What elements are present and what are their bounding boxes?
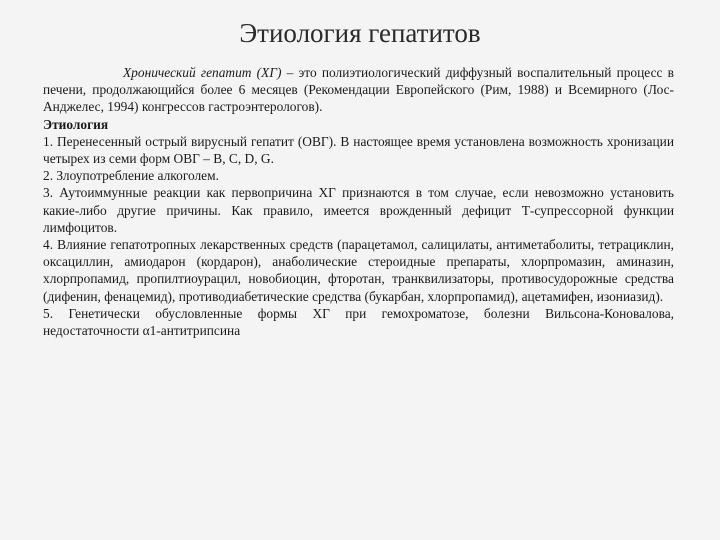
- list-item-2: 2. Злоупотребление алкоголем.: [43, 168, 219, 184]
- list-item-1: 1. Перенесенный острый вирусный гепатит (ОВГ). В настоящее время установлена возможность хронизации четырех из семи форм ОВГ – В, С, D, G.: [43, 133, 674, 167]
- list-item-5: 5. Генетически обусловленные формы ХГ при гемохроматозе, болезни Вильсона-Коновалова, недостаточности α1-антитрипсина: [43, 305, 674, 339]
- slide-title: Этиология гепатитов: [239, 18, 481, 48]
- slide-body: [43, 64, 674, 339]
- intro-paragraph: [43, 64, 674, 116]
- list-item-3: 3. Аутоиммунные реакции как первопричина ХГ признаются в том случае, если невозможно установить какие-либо другие причины. Как правило, имеется врожденный дефицит Т-супрессорной функции лимфоцитов.: [43, 185, 674, 235]
- intro-definition: – это полиэтиологический диффузный воспалительный процесс в печени, продолжающийся более 6 месяцев (Рекомендации Европейского (Рим, 1988) и Всемирного (Лос-Анджелес, 1994) конгрессов гастроэнтерологов).: [43, 65, 674, 115]
- intro-term: Хронический гепатит (ХГ): [123, 65, 282, 80]
- section-heading: Этиология: [43, 116, 109, 132]
- list-item-4: 4. Влияние гепатотропных лекарственных средств (парацетамол, салицилаты, антиметаболиты, тетрациклин, оксациллин, амиодарон (кордарон), анаболические стероидные препараты, хлорпромазин, аминазин, хлорпропамид, пропилтиоурацил, новобиоцин, фторотан, транквилизаторы, противосудорожные средства (дифенин, фенацемид), противодиабетические средства (букарбан, хлорпропамид), ацетамифен, изониазид).: [43, 237, 674, 304]
